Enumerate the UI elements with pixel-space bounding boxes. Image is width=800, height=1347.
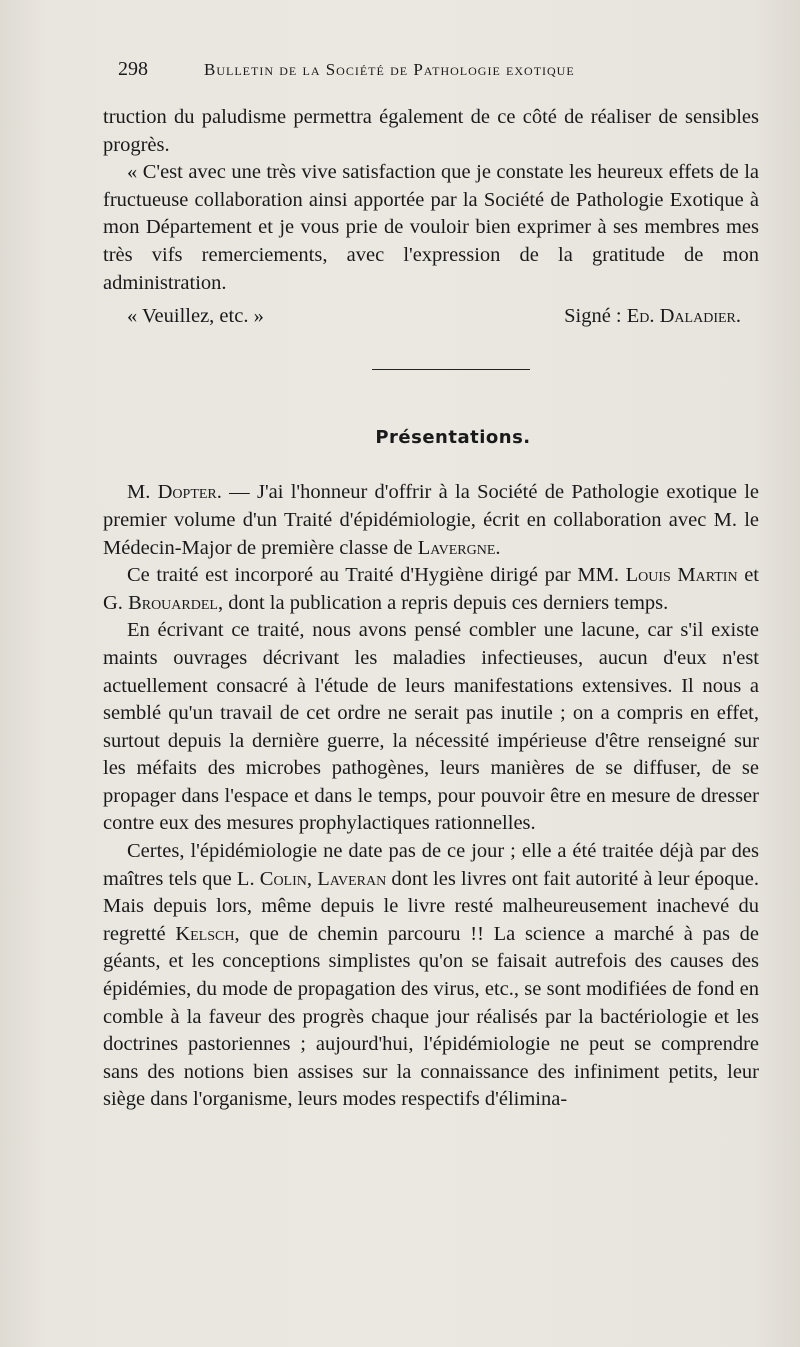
presentation-paragraph-4: Certes, l'épidémiologie ne date pas de ce jour ; elle a été traitée déjà par des maîtres tels que L. Colin, Laveran dont les livres ont fait autorité à leur époque. Mais depuis lors, même depuis le livre resté malheureusement inachevé du regretté Kelsch, que de chemin parcouru !! La science a marché à pas de géants, et les conceptions simplistes qu'on se faisait autrefois des causes des épidémies, du mode de propagation des virus, etc., se sont modifiées de fond en comble à la faveur des progrès chaque jour réalisés par la bactériologie et les doctrines pastoriennes ; aujourd'hui, l'épidémiologie ne peut se comprendre sans des notions bien assises sur la connaissance des infiniment petits, leur siège dans l'organisme, leurs modes respectifs d'élimina- bbox=[103, 840, 760, 1111]
body-text bbox=[103, 104, 759, 1114]
name-colin: Colin bbox=[259, 867, 307, 890]
signature bbox=[564, 303, 741, 331]
author-dopter: M. Dopter. bbox=[127, 481, 222, 504]
closing-formula: « Veuillez, etc. » bbox=[127, 305, 264, 328]
signature-name: Ed. Daladier. bbox=[626, 305, 741, 328]
name-louis-martin: Louis Martin bbox=[625, 564, 738, 587]
presentation-paragraph-2: Ce traité est incorporé au Traité d'Hygiène dirigé par MM. Louis Martin et G. Brouardel, dont la publication a repris depuis ces derniers temps. bbox=[103, 564, 759, 614]
letter-closing bbox=[103, 303, 759, 331]
presentation-paragraph-3: En écrivant ce traité, nous avons pensé combler une lacune, car s'il existe maints ouvrages décrivant les maladies infectieuses, aucun d'eux n'est actuellement consacré à l'étude de leurs manifestations extensives. Il nous a semblé qu'un travail de cet ordre ne serait pas inutile ; on a compris en effet, surtout depuis la dernière guerre, la nécessité impérieuse d'être renseigné sur les méfaits des microbes pathogènes, leurs manières de se diffuser, de se propager dans l'espace et dans le temps, pour pouvoir être en mesure de dresser contre eux des mesures prophylactiques rationnelles. bbox=[103, 619, 759, 835]
section-heading: Présentations. bbox=[375, 426, 531, 448]
signature-prefix: Signé : bbox=[564, 305, 627, 328]
name-laveran: Laveran bbox=[317, 867, 387, 890]
name-kelsch: Kelsch bbox=[175, 922, 235, 945]
presentation-paragraph-1: M. Dopter. — J'ai l'honneur d'offrir à la Société de Pathologie exotique le premier volume d'un Traité d'épidémiologie, écrit en collaboration avec M. le Médecin-Major de première classe de Lavergne. bbox=[103, 481, 759, 559]
letter-paragraph: « C'est avec une très vive satisfaction que je constate les heureux effets de la fructueuse collaboration ainsi apportée par la Société de Pathologie Exotique à mon Département et je vous prie de vouloir bien exprimer à ses membres mes très vifs remerciements, avec l'expression de la gratitude de mon administration. bbox=[103, 161, 759, 294]
letter-continuation: truction du paludisme permettra également de ce côté de réaliser de sensibles progrès. bbox=[103, 106, 759, 156]
name-brouardel: Brouardel, bbox=[128, 591, 224, 614]
name-lavergne: Lavergne. bbox=[417, 536, 501, 559]
separator-rule bbox=[372, 369, 530, 370]
running-title: Bulletin de la Société de Pathologie exotique bbox=[204, 60, 575, 79]
page-number: 298 bbox=[118, 58, 148, 80]
page-header bbox=[118, 58, 678, 88]
